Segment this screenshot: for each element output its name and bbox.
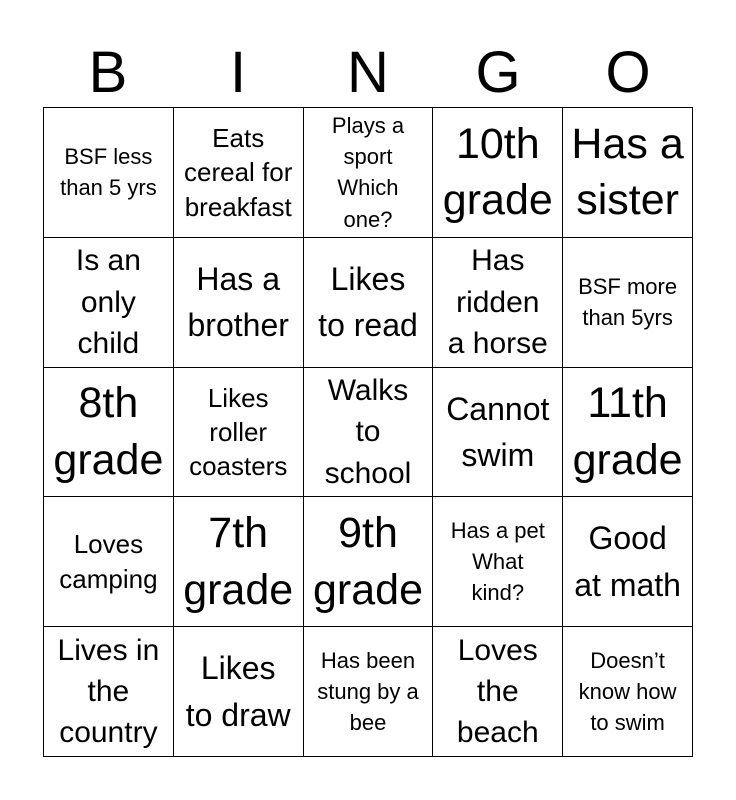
bingo-cell[interactable] — [433, 108, 563, 238]
bingo-cell[interactable] — [44, 368, 174, 498]
cell-text: Good at math — [574, 520, 681, 603]
cell-text: Doesn’t know how to swim — [578, 647, 677, 736]
cell-text: Eats cereal for breakfast — [184, 122, 293, 222]
bingo-cell[interactable] — [44, 108, 174, 238]
cell-text: 7th grade — [183, 509, 294, 614]
bingo-cell[interactable] — [433, 368, 563, 498]
bingo-cell[interactable] — [563, 108, 693, 238]
bingo-cell[interactable] — [304, 238, 434, 368]
cell-text: Has a sister — [571, 119, 684, 225]
header-letter-b: B — [88, 40, 128, 105]
bingo-cell[interactable] — [44, 497, 174, 627]
cell-text: Has been stung by a bee — [317, 647, 419, 736]
bingo-cell[interactable] — [304, 497, 434, 627]
header-letter-g: G — [475, 40, 521, 105]
bingo-cell[interactable] — [304, 368, 434, 498]
bingo-cell[interactable] — [433, 627, 563, 757]
cell-text: Loves camping — [59, 529, 158, 594]
bingo-cell[interactable] — [44, 238, 174, 368]
bingo-cell[interactable] — [433, 497, 563, 627]
bingo-cell[interactable] — [174, 497, 304, 627]
cell-text: Cannot swim — [446, 390, 550, 473]
cell-text: Lives in the country — [57, 633, 160, 750]
header-letter-i: I — [229, 40, 247, 105]
cell-text: Likes to read — [318, 260, 418, 344]
cell-text: Has ridden a horse — [447, 244, 548, 360]
bingo-cell[interactable] — [44, 627, 174, 757]
header-letter-o: O — [605, 40, 651, 105]
header-letter-n: N — [347, 40, 389, 105]
cell-text: Likes to draw — [185, 650, 291, 733]
bingo-cell[interactable] — [563, 627, 693, 757]
bingo-cell[interactable] — [433, 238, 563, 368]
bingo-cell[interactable] — [174, 238, 304, 368]
bingo-cell[interactable] — [563, 238, 693, 368]
bingo-cell[interactable] — [563, 497, 693, 627]
cell-text: Likes roller coasters — [189, 382, 288, 482]
cell-text: Loves the beach — [456, 633, 539, 750]
bingo-cell[interactable] — [304, 627, 434, 757]
cell-text: BSF more than 5yrs — [578, 273, 678, 331]
bingo-cell[interactable] — [563, 368, 693, 498]
bingo-board — [43, 107, 693, 757]
bingo-cell[interactable] — [174, 368, 304, 498]
cell-text: Walks to school — [324, 373, 412, 490]
cell-text: 8th grade — [53, 379, 164, 484]
bingo-cell[interactable] — [174, 627, 304, 757]
cell-text: 9th grade — [313, 509, 423, 614]
cell-text: 10th grade — [442, 119, 553, 225]
cell-text: BSF less than 5 yrs — [60, 144, 157, 201]
cell-text: Is an only child — [75, 244, 141, 360]
cell-text: 11th grade — [572, 379, 683, 484]
bingo-cell[interactable] — [174, 108, 304, 238]
cell-text: Has a brother — [187, 260, 289, 344]
cell-text: Plays a sport Which one? — [331, 112, 405, 232]
bingo-header — [43, 40, 693, 106]
cell-text: Has a pet What kind? — [450, 517, 545, 606]
bingo-cell[interactable] — [304, 108, 434, 238]
